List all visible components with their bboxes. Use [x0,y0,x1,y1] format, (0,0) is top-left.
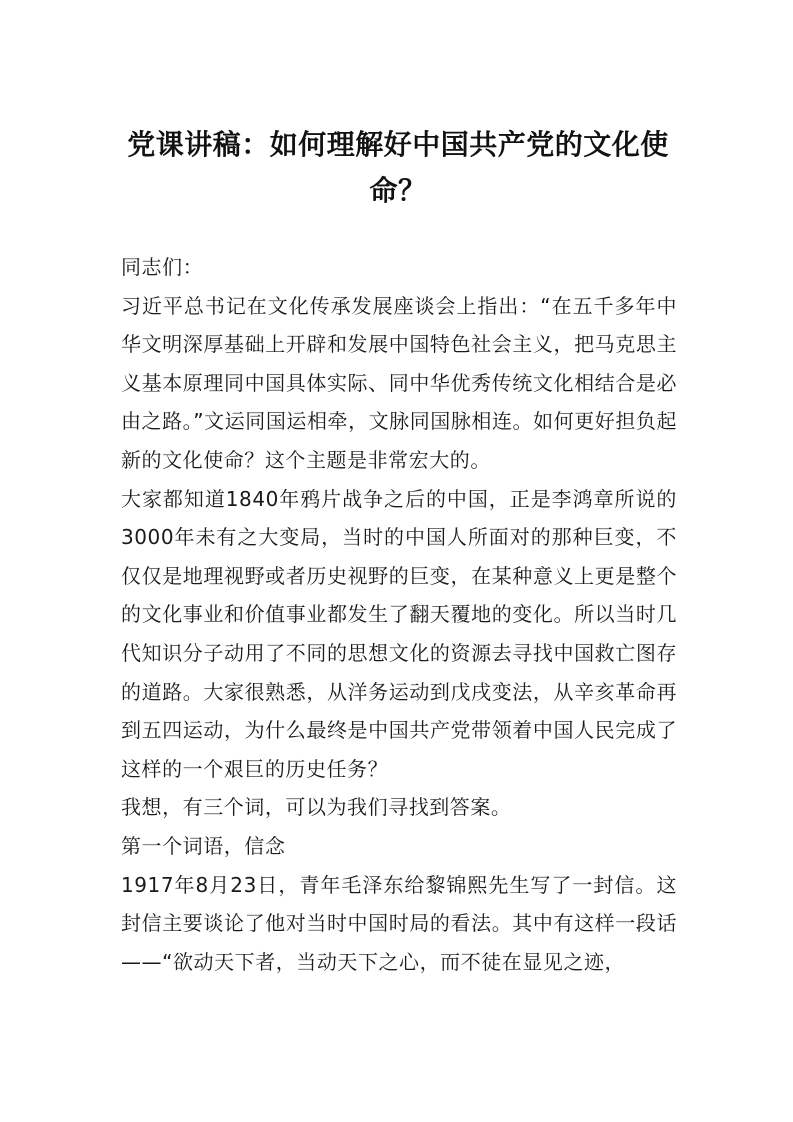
paragraph-heading-belief: 第一个词语，信念 [121,833,286,858]
paragraph-history: 大家都知道1840年鸦片战争之后的中国，正是李鸿章所说的3000年未有之大变局，当时的中国人所面对的那种巨变，不仅仅是地理视野或者历史视野的巨变，在某种意义上更是整个的文化事业和价值事业都发生了翻天覆地的变化。所以当时几代知识分子动用了不同的思想文化的资源去寻找中国救亡图存的道路。大家很熟悉，从洋务运动到戊戌变法，从辛亥革命再到五四运动，为什么最终是中国共产党带领着中国人民完成了这样的一个艰巨的历史任务？ [121,486,677,781]
paragraph-three-words: 我想，有三个词，可以为我们寻找到答案。 [121,795,512,820]
paragraph-letter: 1917年8月23日，青年毛泽东给黎锦熙先生写了一封信。这封信主要谈论了他对当时中国时局的看法。其中有这样一段话——“欲动天下者，当动天下之心，而不徒在显见之迹， [121,872,677,974]
paragraph-quote-intro: 习近平总书记在文化传承发展座谈会上指出：“在五千多年中华文明深厚基础上开辟和发展中国特色社会主义，把马克思主义基本原理同中国具体实际、同中华优秀传统文化相结合是必由之路。”文运同国运相牵，文脉同国脉相连。如何更好担负起新的文化使命？这个主题是非常宏大的。 [121,293,677,472]
document-body [121,248,677,981]
document-title: 党课讲稿：如何理解好中国共产党的文化使命？ [127,128,669,207]
paragraph-salutation: 同志们： [121,255,204,279]
